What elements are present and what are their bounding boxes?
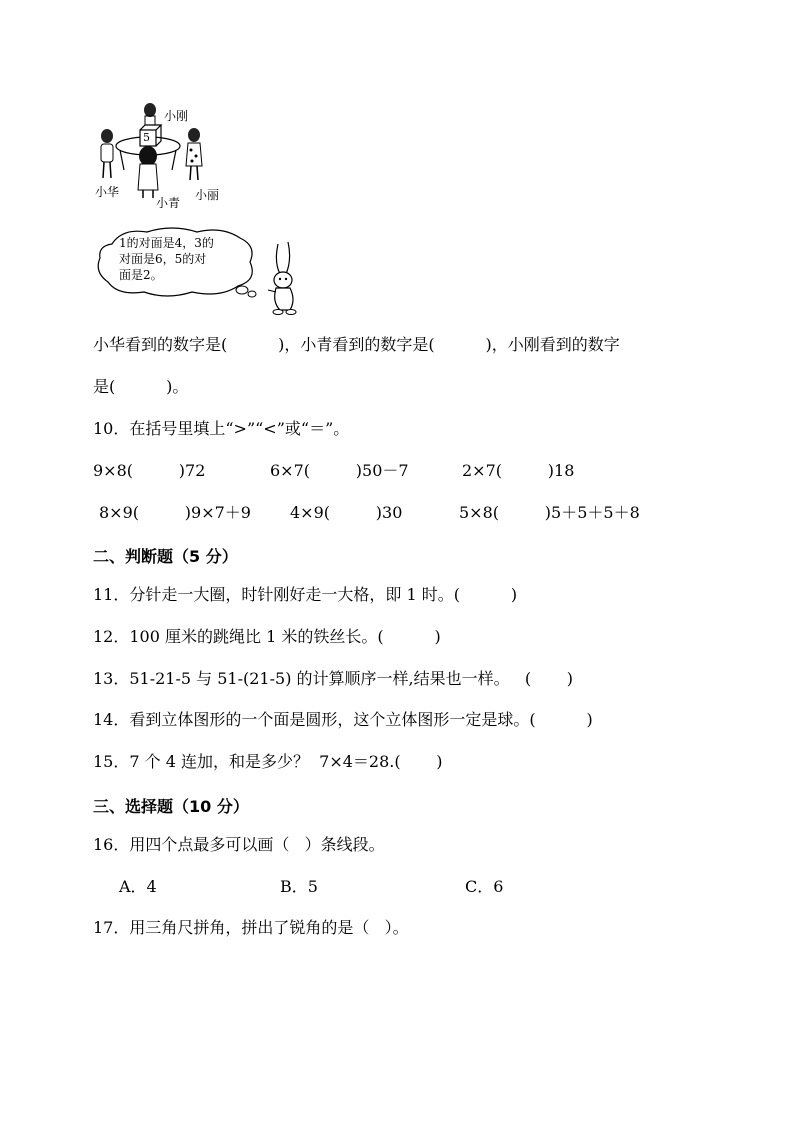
name-xiaogang: 小刚 (164, 109, 189, 123)
q9-line-2: 是( )。 (93, 377, 189, 396)
q10-prompt: 10．在括号里填上“>”“<”或“＝”。 (93, 419, 350, 438)
q10-row1-item: 6×7( )50－7 (270, 461, 409, 480)
question-14: 14．看到立体图形的一个面是圆形，这个立体图形一定是球。( ) (93, 710, 593, 729)
name-xiaoqing: 小青 (156, 196, 181, 210)
section-2-title: 二、判断题（5 分） (93, 547, 238, 566)
section-3-title: 三、选择题（10 分） (93, 797, 249, 816)
name-xiaoli: 小丽 (195, 188, 220, 202)
q16-option-c: C．6 (465, 877, 504, 896)
question-15: 15．7 个 4 连加，和是多少？ 7×4＝28.( ) (93, 752, 443, 771)
question-17: 17．用三角尺拼角，拼出了锐角的是（ ）。 (93, 918, 409, 937)
cube-number: 5 (143, 131, 150, 144)
q10-row1-item: 2×7( )18 (462, 461, 575, 480)
q10-row2-item: 5×8( )5＋5＋5＋8 (459, 503, 640, 522)
bubble-line-3: 面是2。 (119, 268, 163, 282)
bubble-line-1: 1的对面是4，3的 (119, 236, 214, 250)
q10-row1-item: 9×8( )72 (93, 461, 206, 480)
q9-line-1: 小华看到的数字是( )，小青看到的数字是( )，小刚看到的数字 (93, 335, 620, 354)
q10-row2-item: 8×9( )9×7＋9 (99, 503, 251, 522)
question-12: 12．100 厘米的跳绳比 1 米的铁丝长。( ) (93, 627, 441, 646)
rabbit-icon (268, 242, 296, 315)
question-16: 16．用四个点最多可以画（ ）条线段。 (93, 835, 385, 854)
name-xiaohua: 小华 (95, 185, 120, 199)
q10-row2-item: 4×9( )30 (290, 503, 403, 522)
bubble-line-2: 对面是6，5的对 (119, 252, 207, 266)
question-11: 11．分针走一大圈，时针刚好走一大格，即 1 时。( ) (93, 585, 518, 604)
q16-option-a: A．4 (119, 877, 157, 896)
question-13: 13．51-21-5 与 51-(21-5) 的计算顺序一样,结果也一样。 ( ) (93, 669, 573, 688)
q16-option-b: B．5 (280, 877, 318, 896)
